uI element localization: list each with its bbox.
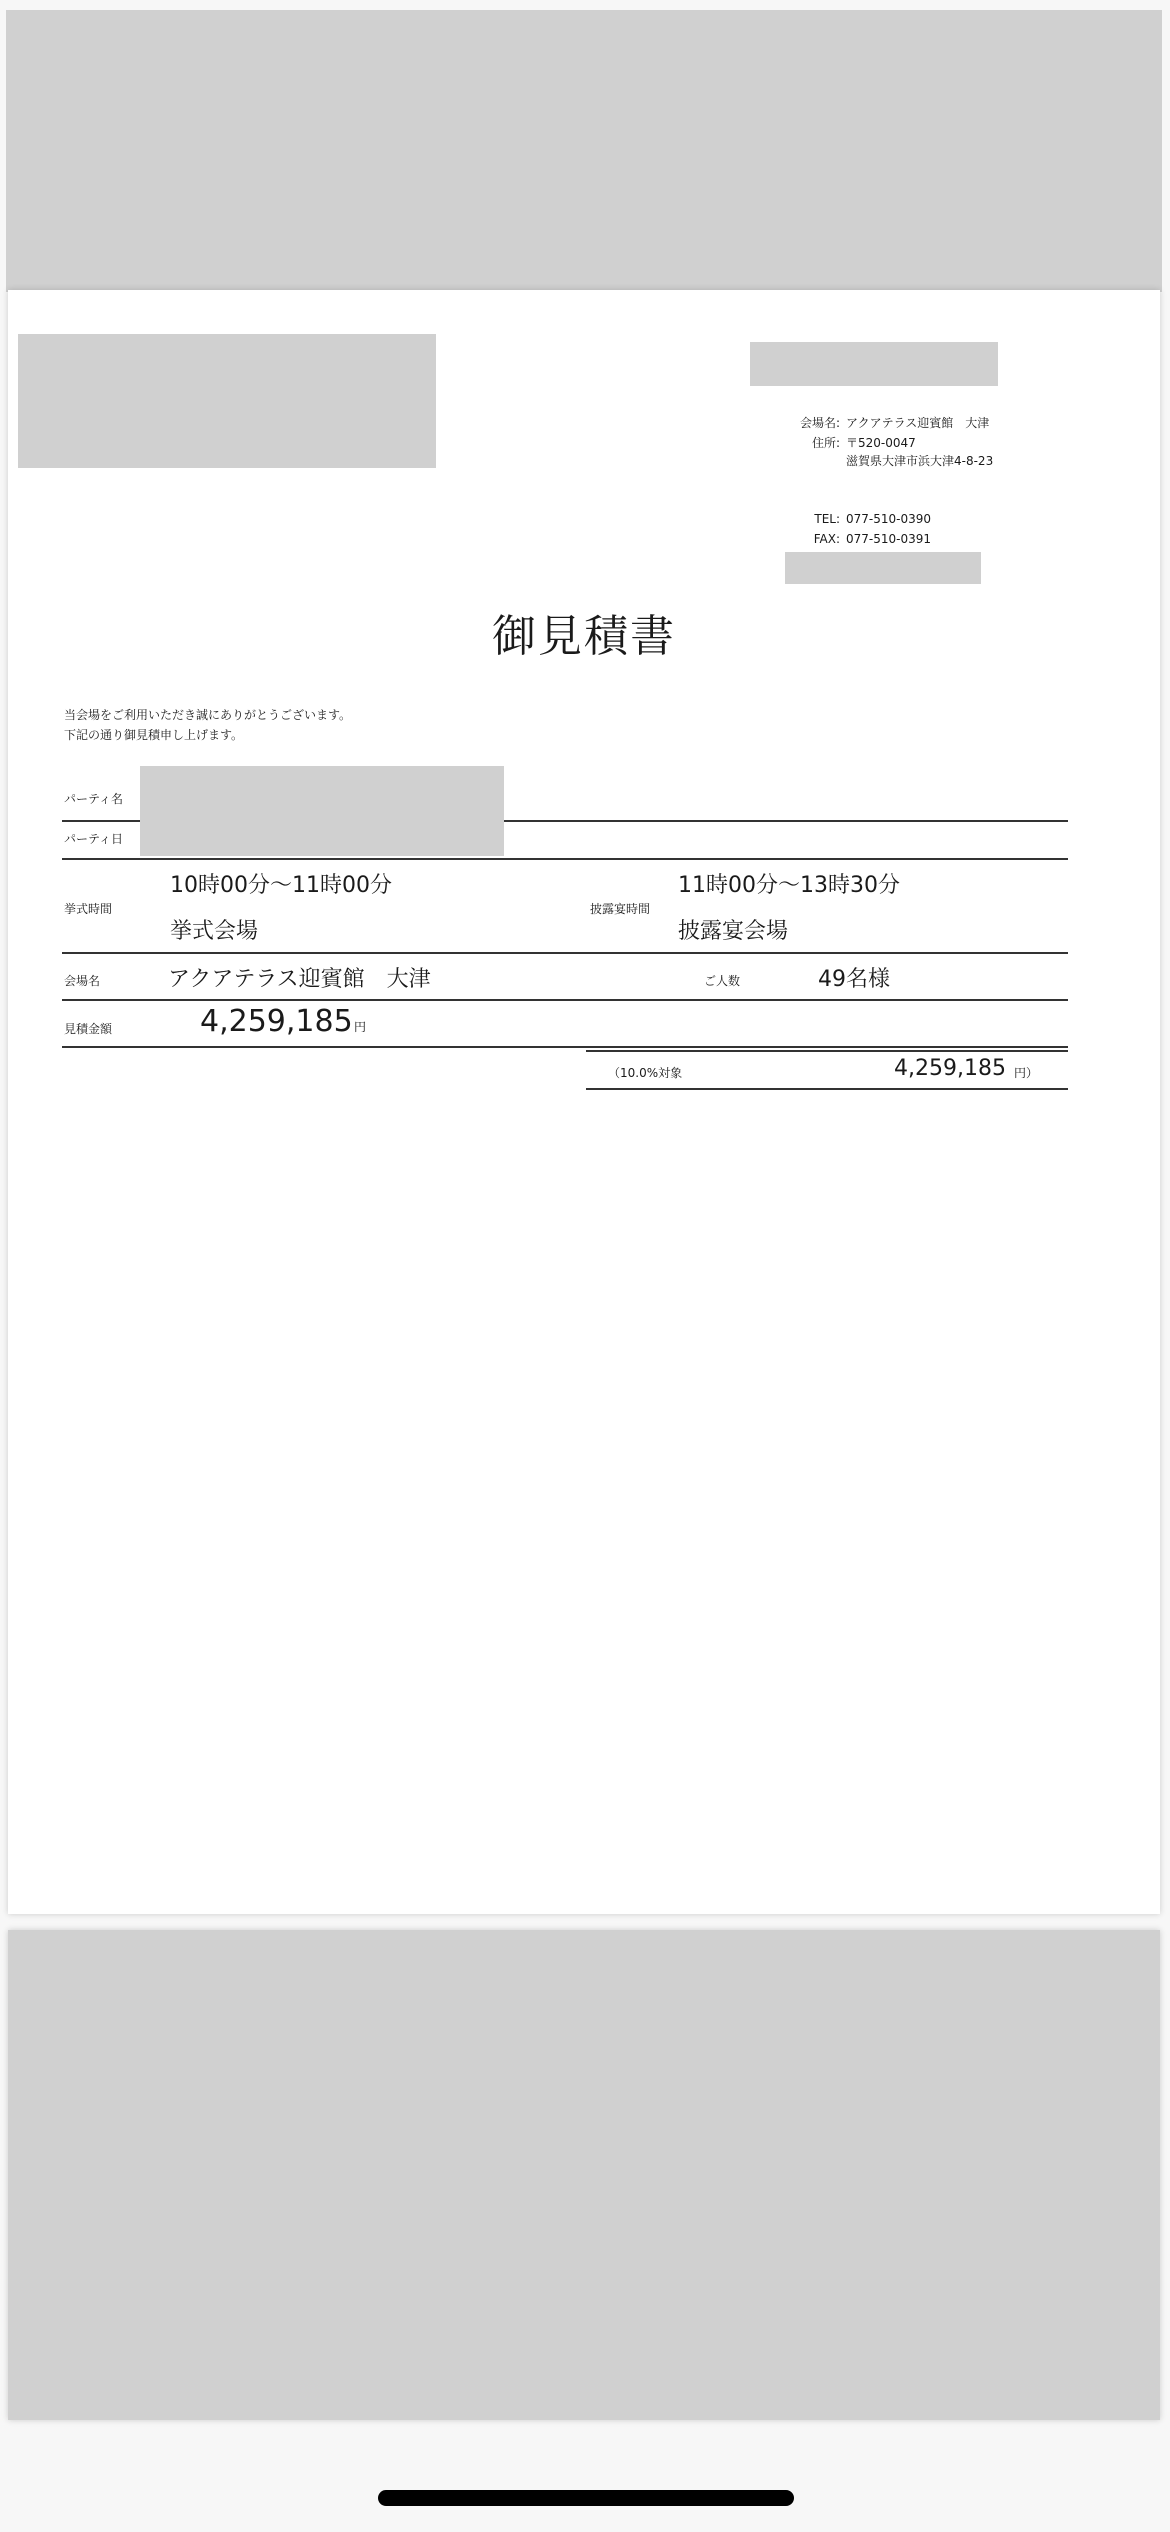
ceremony-time-label: 挙式時間	[64, 902, 113, 916]
address-label: 住所:	[811, 436, 840, 450]
document-title: 御見積書	[492, 611, 676, 662]
estimate-yen: 円	[354, 1020, 367, 1034]
redacted-header-area	[6, 10, 1162, 292]
second-page	[8, 1930, 1160, 2420]
reception-time: 11時00分〜13時30分	[678, 873, 900, 898]
greeting-line-2: 下記の通り御見積申し上げます。	[64, 728, 244, 742]
ceremony-venue: 挙式会場	[170, 919, 259, 944]
redacted-party-info	[140, 766, 504, 856]
fax-label: FAX:	[813, 532, 840, 546]
tax-amount: 4,259,185	[894, 1056, 1006, 1081]
estimate-document-page	[8, 290, 1160, 1914]
ceremony-time: 10時00分〜11時00分	[170, 873, 392, 898]
fax-number: 077-510-0391	[846, 532, 932, 546]
tax-top-line	[586, 1050, 1068, 1052]
reception-time-label: 披露宴時間	[590, 902, 651, 916]
redacted-logo	[18, 334, 436, 468]
venue-field-value: アクアテラス迎賓館 大津	[168, 967, 431, 992]
venue-field-label: 会場名	[64, 974, 101, 988]
estimate-label: 見積金額	[64, 1022, 113, 1036]
guests-value: 49名様	[818, 967, 890, 992]
postal-code: 〒520-0047	[846, 436, 916, 450]
greeting-line-1: 当会場をご利用いただき誠にありがとうございます。	[64, 708, 352, 722]
row-divider	[62, 1046, 1068, 1048]
tel-label: TEL:	[814, 512, 840, 526]
row-divider	[62, 858, 1068, 860]
estimate-amount: 4,259,185	[200, 1004, 353, 1039]
tax-bottom-line	[586, 1088, 1068, 1090]
venue-name: アクアテラス迎賓館 大津	[846, 416, 990, 430]
redacted-second-page	[8, 1930, 1160, 2420]
party-date-label: パーティ日	[64, 832, 124, 846]
tel-number: 077-510-0390	[846, 512, 932, 526]
party-name-label: パーティ名	[64, 792, 124, 806]
row-divider	[62, 952, 1068, 954]
address: 滋賀県大津市浜大津4-8-23	[846, 454, 994, 468]
row-divider	[62, 999, 1068, 1001]
guests-label: ご人数	[704, 974, 741, 988]
tax-label: （10.0%対象	[608, 1066, 683, 1080]
reception-venue: 披露宴会場	[678, 919, 789, 944]
redacted-contact	[785, 552, 981, 584]
home-indicator[interactable]	[378, 2490, 794, 2506]
tax-unit: 円）	[1014, 1066, 1039, 1080]
venue-label: 会場名:	[799, 416, 840, 430]
redacted-company-name	[750, 342, 998, 386]
